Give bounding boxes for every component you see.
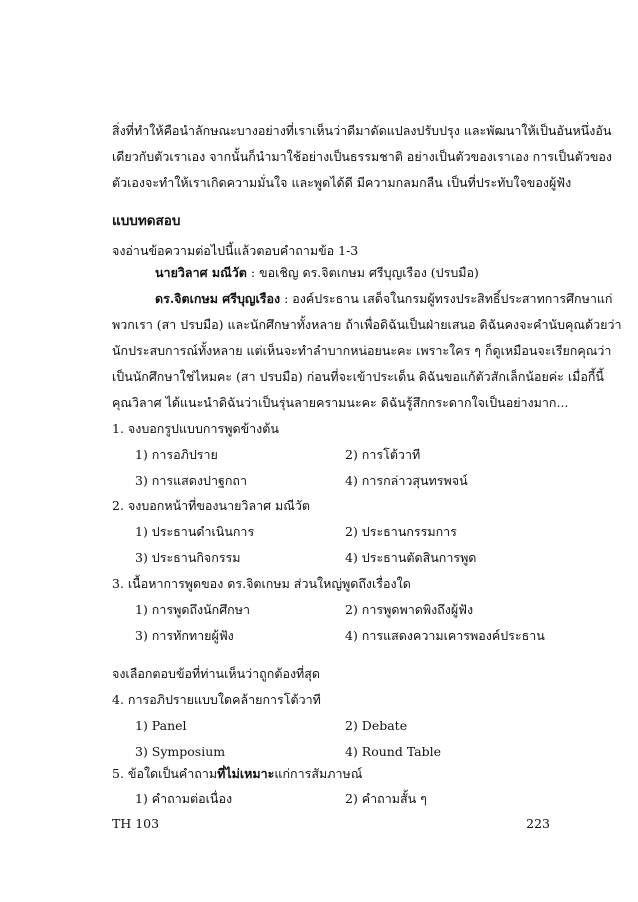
footer-page-number: 223 [526,816,550,831]
dialog-line: นักประสบการณ์ทั้งหลาย แต่เห็นจะทำลำบากหน่อยนะคะ เพราะใคร ๆ ก็ดูเหมือนจะเรียกคุณว่า [112,343,612,358]
q1-option-1: 1) การอภิปราย [135,447,218,462]
q3-option-3: 3) การทักทายผู้ฟัง [135,628,234,643]
instruction-1: จงอ่านข้อความต่อไปนี้แล้วตอบคำถามข้อ 1-3 [112,243,359,258]
q3-option-1: 1) การพูดถึงนักศึกษา [135,602,251,617]
speaker1-name: นายวิลาศ มณีวัต [155,265,247,280]
section-title: แบบทดสอบ [112,213,181,229]
q4-option-3: 3) Symposium [135,744,226,759]
intro-line-1: สิ่งที่ทำให้คือนำลักษณะบางอย่างที่เราเห็นว่าดีมาดัดแปลงปรับปรุง และพัฒนาให้เป็นอันหนึ่งอัน [112,123,612,138]
intro-line-2: เดียวกับตัวเราเอง จากนั้นก็นำมาใช้อย่างเป็นธรรมชาติ อย่างเป็นตัวของเราเอง การเป็นตัวของ [112,149,613,164]
dialog-line: พวกเรา (สา ปรบมือ) และนักศึกษาทั้งหลาย ถ้าเพื่อดิฉันเป็นฝ่ายเสนอ ดิฉันคงจะคำนับคุณด้วยว่า [112,317,622,332]
instruction-2: จงเลือกตอบข้อที่ท่านเห็นว่าถูกต้องที่สุด [112,666,321,681]
question-2: 2. จงบอกหน้าที่ของนายวิลาศ มณีวัต [112,498,311,513]
q5-option-2: 2) คำถามสั้น ๆ [345,791,427,806]
q1-option-2: 2) การโต้วาที [345,447,421,462]
question-5-emphasis: ที่ไม่เหมาะ [217,766,275,781]
q2-option-1: 1) ประธานดำเนินการ [135,524,255,539]
q2-option-4: 4) ประธานตัดสินการพูด [345,550,477,565]
dialog-line-speaker2 [155,290,613,308]
q2-option-2: 2) ประธานกรรมการ [345,524,457,539]
speaker2-text: : องค์ประธาน เสด็จในกรมผู้ทรงประสิทธิ์ประสาทการศึกษาแก่ [280,291,613,306]
footer-course-code: TH 103 [112,816,160,831]
speaker1-text: : ขอเชิญ ดร.จิตเกษม ศรีบุญเรือง (ปรบมือ) [246,265,479,280]
question-4: 4. การอภิปรายแบบใดคล้ายการโต้วาที [112,692,321,707]
q3-option-4: 4) การแสดงความเคารพองค์ประธาน [345,628,545,643]
q1-option-4: 4) การกล่าวสุนทรพจน์ [345,473,468,488]
question-5-prefix: 5. ข้อใดเป็นคำถาม [112,766,218,781]
question-1: 1. จงบอกรูปแบบการพูดข้างต้น [112,421,279,436]
q4-option-4: 4) Round Table [345,744,442,759]
question-3: 3. เนื้อหาการพูดของ ดร.จิตเกษม ส่วนใหญ่พูดถึงเรื่องใด [112,576,411,591]
q1-option-3: 3) การแสดงปาฐกถา [135,473,248,488]
q5-option-1: 1) คำถามต่อเนื่อง [135,791,233,806]
q2-option-3: 3) ประธานกิจกรรม [135,550,241,565]
dialog-line: คุณวิลาศ ได้แนะนำดิฉันว่าเป็นรุ่นลายครามนะคะ ดิฉันรู้สึกกระดากใจเป็นอย่างมาก... [112,395,569,410]
question-5 [112,765,572,783]
q3-option-2: 2) การพูดพาดพิงถึงผู้ฟัง [345,602,474,617]
q4-option-2: 2) Debate [345,718,408,733]
speaker2-name: ดร.จิตเกษม ศรีบุญเรือง [155,291,281,306]
q4-option-1: 1) Panel [135,718,187,733]
question-5-suffix: แก่การสัมภาษณ์ [274,766,363,781]
dialog-line: เป็นนักศึกษาใช่ไหมคะ (สา ปรบมือ) ก่อนที่จะเข้าประเด็น ดิฉันขอแก้ตัวสักเล็กน้อยค่ะ เมื่อกี้นี้ [112,369,604,384]
dialog-line-speaker1 [155,264,572,282]
intro-line-3: ตัวเองจะทำให้เราเกิดความมั่นใจ และพูดได้ดี มีความกลมกลืน เป็นที่ประทับใจของผู้ฟัง [112,175,572,190]
